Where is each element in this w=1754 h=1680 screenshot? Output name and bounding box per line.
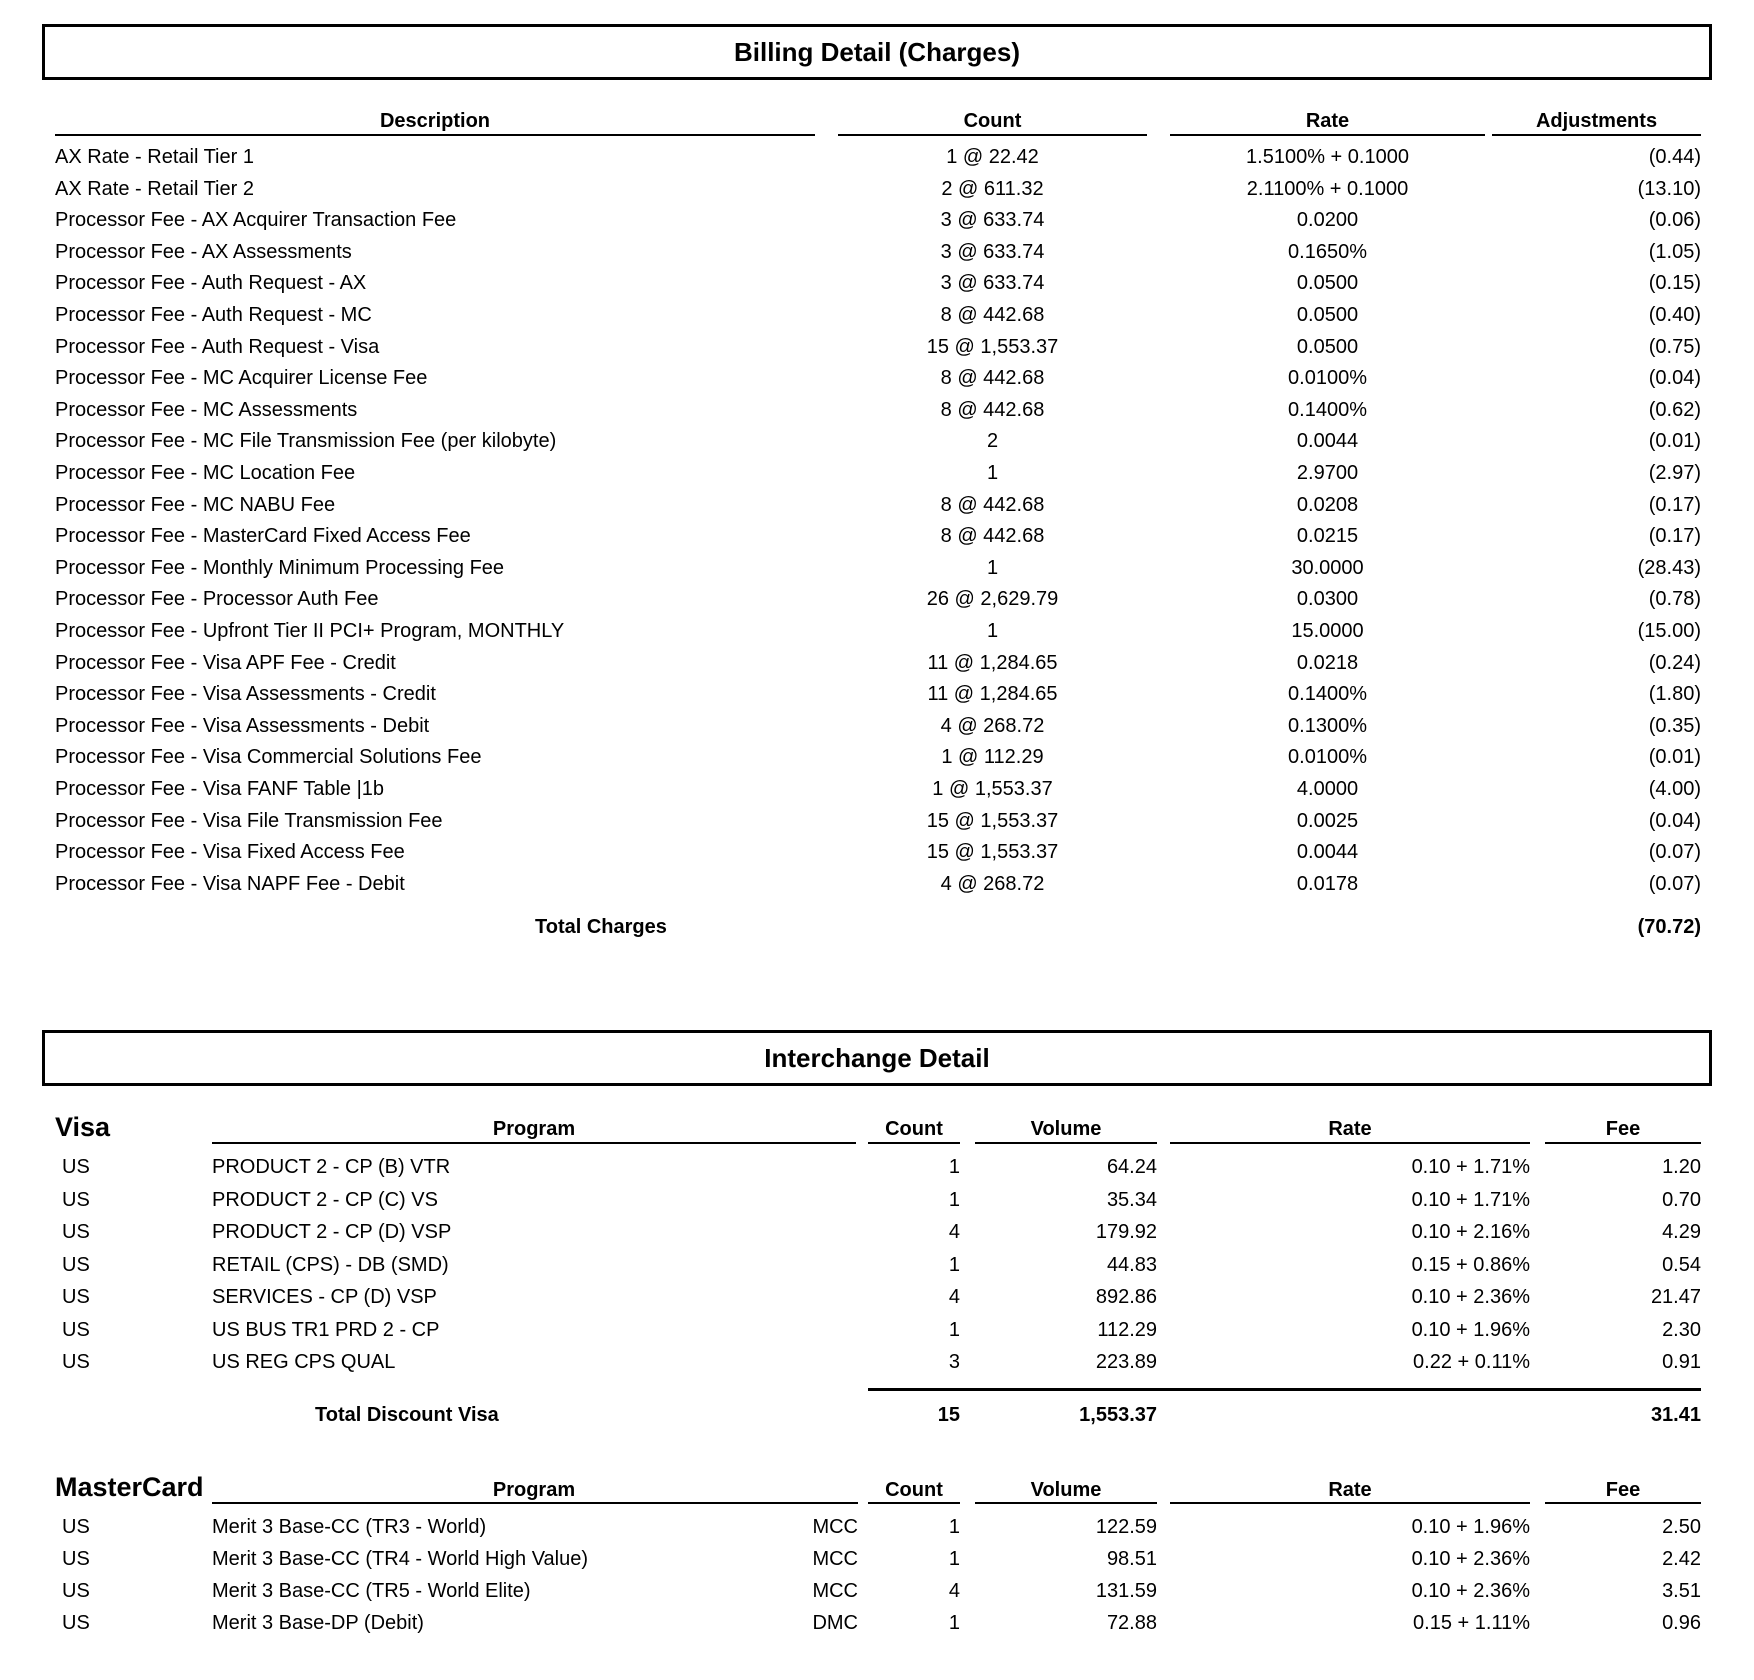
billing-charges-title: Billing Detail (Charges) (733, 37, 1021, 67)
billing-row-adjustments: (2.97) (1648, 462, 1701, 484)
visa-row-volume: 223.89 (1095, 1351, 1157, 1373)
interchange-title: Interchange Detail (764, 1043, 990, 1073)
billing-row-count: 8 @ 442.68 (940, 367, 1045, 390)
billing-row-count: 3 @ 633.74 (940, 209, 1045, 232)
mastercard-row-volume: 72.88 (1106, 1612, 1157, 1634)
visa-row-fee: 0.91 (1662, 1351, 1701, 1373)
mastercard-header-volume: Volume (1030, 1479, 1102, 1501)
billing-row (0, 554, 1754, 582)
mastercard-row-program: Merit 3 Base-DP (Debit) (212, 1612, 424, 1634)
visa-row-count: 3 (948, 1351, 960, 1373)
visa-row-count: 4 (948, 1286, 960, 1308)
column-header-adjustments: Adjustments (1535, 110, 1658, 132)
billing-row (0, 143, 1754, 171)
billing-row-description: Processor Fee - Processor Auth Fee (55, 588, 379, 611)
billing-row-rate: 0.0500 (1296, 272, 1359, 295)
mastercard-row-count: 1 (948, 1516, 960, 1538)
billing-row-description: Processor Fee - Monthly Minimum Processing Fee (55, 556, 505, 579)
visa-row-volume: 892.86 (1095, 1286, 1157, 1308)
billing-row (0, 206, 1754, 234)
visa-header-program: Program (492, 1118, 576, 1140)
billing-row-rate: 0.0100% (1288, 367, 1367, 390)
billing-row (0, 396, 1754, 424)
billing-row-adjustments: (0.40) (1648, 304, 1701, 326)
billing-row-count: 15 @ 1,553.37 (926, 841, 1059, 864)
mastercard-row-rate: 0.10 + 2.36% (1411, 1548, 1530, 1570)
mastercard-row-country: US (62, 1580, 90, 1602)
billing-row-rate: 2.9700 (1296, 462, 1359, 484)
visa-count-rule (868, 1142, 960, 1144)
billing-row-count: 1 @ 22.42 (946, 146, 1039, 168)
billing-row (0, 459, 1754, 487)
visa-row-program: PRODUCT 2 - CP (C) VS (212, 1188, 438, 1211)
visa-header-fee: Fee (1605, 1118, 1641, 1140)
visa-row-fee: 1.20 (1662, 1156, 1701, 1178)
mastercard-row (0, 1609, 1754, 1637)
mastercard-row-fee: 2.50 (1662, 1516, 1701, 1538)
billing-row-count: 15 @ 1,553.37 (926, 809, 1059, 832)
billing-row-adjustments: (28.43) (1637, 556, 1701, 579)
billing-row-rate: 0.0300 (1296, 588, 1359, 611)
visa-header-count: Count (885, 1118, 943, 1140)
mastercard-row-count: 4 (948, 1580, 960, 1602)
mastercard-row-program: Merit 3 Base-CC (TR3 - World) (212, 1516, 487, 1538)
billing-row-description: AX Rate - Retail Tier 1 (55, 146, 254, 168)
mastercard-row-country: US (62, 1516, 90, 1538)
visa-row-count: 1 (948, 1188, 960, 1211)
visa-total-count: 15 (937, 1404, 960, 1426)
billing-row-rate: 0.1300% (1288, 714, 1367, 737)
column-header-rate: Rate (1305, 110, 1350, 132)
billing-row-rate: 0.0025 (1296, 809, 1359, 832)
visa-row-program: PRODUCT 2 - CP (B) VTR (212, 1156, 451, 1178)
mastercard-program-rule (212, 1502, 858, 1504)
interchange-header-box (42, 1030, 1712, 1086)
visa-row (0, 1186, 1754, 1214)
mastercard-row (0, 1545, 1754, 1573)
mastercard-row-rate: 0.10 + 2.36% (1411, 1580, 1530, 1602)
billing-row-count: 1 (986, 462, 999, 484)
billing-charges-header-box (42, 24, 1712, 80)
billing-row (0, 680, 1754, 708)
billing-row-description: AX Rate - Retail Tier 2 (55, 177, 254, 200)
billing-row-description: Processor Fee - Visa Fixed Access Fee (55, 841, 405, 864)
mastercard-row-fee: 0.96 (1662, 1612, 1701, 1634)
visa-row-volume: 35.34 (1106, 1188, 1157, 1211)
mastercard-row-code: MCC (812, 1580, 858, 1602)
mastercard-row-code: MCC (812, 1548, 858, 1570)
visa-row-country: US (62, 1318, 90, 1341)
billing-row-rate: 0.1400% (1288, 398, 1367, 421)
billing-row-adjustments: (0.75) (1648, 335, 1701, 358)
billing-row-rate: 0.0200 (1296, 209, 1359, 232)
mastercard-row-volume: 122.59 (1095, 1516, 1157, 1538)
billing-row-adjustments: (4.00) (1648, 778, 1701, 800)
billing-row-count: 1 (986, 556, 999, 579)
mastercard-rate-rule (1170, 1502, 1530, 1504)
visa-total-volume: 1,553.37 (1079, 1404, 1157, 1426)
billing-row (0, 743, 1754, 771)
billing-row-count: 1 @ 112.29 (941, 746, 1044, 769)
visa-row (0, 1348, 1754, 1376)
visa-row-count: 4 (948, 1221, 960, 1243)
mastercard-header-rate: Rate (1328, 1479, 1372, 1501)
billing-row-count: 8 @ 442.68 (940, 398, 1045, 421)
mastercard-row-program: Merit 3 Base-CC (TR5 - World Elite) (212, 1580, 531, 1602)
billing-row-adjustments: (0.62) (1648, 398, 1701, 421)
billing-row (0, 522, 1754, 550)
visa-row-fee: 0.70 (1662, 1188, 1701, 1211)
mastercard-row-volume: 98.51 (1106, 1548, 1157, 1570)
column-header-description: Description (379, 110, 491, 132)
count-column-rule (838, 134, 1147, 136)
visa-row-rate: 0.15 + 0.86% (1411, 1253, 1530, 1276)
billing-row-rate: 0.0044 (1296, 430, 1359, 453)
billing-row-rate: 0.0218 (1296, 651, 1359, 674)
billing-row-description: Processor Fee - Visa Commercial Solutions Fee (55, 746, 482, 769)
visa-row (0, 1251, 1754, 1279)
billing-row (0, 807, 1754, 835)
mastercard-row-rate: 0.15 + 1.11% (1413, 1612, 1530, 1634)
billing-row-description: Processor Fee - MC Assessments (55, 398, 358, 421)
billing-row-rate: 0.0500 (1296, 335, 1359, 358)
visa-row (0, 1316, 1754, 1344)
total-charges-amount: (70.72) (1637, 916, 1701, 938)
visa-row-fee: 2.30 (1662, 1318, 1701, 1341)
billing-row-adjustments: (0.35) (1648, 714, 1701, 737)
billing-row-description: Processor Fee - Auth Request - MC (55, 304, 372, 326)
billing-row (0, 269, 1754, 297)
mastercard-row-rate: 0.10 + 1.96% (1411, 1516, 1530, 1538)
mastercard-column-header-row (0, 1477, 1754, 1503)
billing-row-adjustments: (0.01) (1648, 746, 1701, 769)
billing-row-adjustments: (0.01) (1648, 430, 1701, 453)
billing-row-count: 1 @ 1,553.37 (932, 778, 1053, 800)
billing-row-description: Processor Fee - Upfront Tier II PCI+ Program, MONTHLY (55, 620, 565, 642)
total-charges-label: Total Charges (535, 916, 667, 938)
billing-row (0, 617, 1754, 645)
visa-row-program: SERVICES - CP (D) VSP (212, 1286, 437, 1308)
visa-row-rate: 0.10 + 1.71% (1411, 1188, 1530, 1211)
mastercard-section-label: MasterCard (55, 1472, 204, 1502)
billing-row (0, 712, 1754, 740)
billing-row (0, 585, 1754, 613)
billing-row-count: 8 @ 442.68 (940, 493, 1045, 516)
visa-row-rate: 0.10 + 2.16% (1411, 1221, 1530, 1243)
visa-fee-rule (1545, 1142, 1701, 1144)
visa-row-rate: 0.10 + 1.71% (1411, 1156, 1530, 1178)
visa-row-volume: 64.24 (1106, 1156, 1157, 1178)
visa-row-fee: 0.54 (1662, 1253, 1701, 1276)
billing-row-adjustments: (0.04) (1648, 809, 1701, 832)
mastercard-header-count: Count (885, 1479, 943, 1501)
billing-row-adjustments: (0.04) (1648, 367, 1701, 390)
billing-total-row (0, 913, 1754, 941)
column-header-count: Count (963, 110, 1022, 132)
mastercard-row-fee: 3.51 (1662, 1580, 1701, 1602)
billing-row-count: 11 @ 1,284.65 (927, 683, 1058, 706)
billing-row-rate: 0.0215 (1296, 525, 1359, 548)
billing-row-rate: 0.0100% (1288, 746, 1367, 769)
rate-column-rule (1170, 134, 1485, 136)
billing-row-description: Processor Fee - AX Assessments (55, 240, 352, 263)
billing-row-adjustments: (0.07) (1648, 872, 1701, 895)
billing-row-rate: 1.5100% + 0.1000 (1246, 146, 1409, 168)
billing-row-count: 8 @ 442.68 (940, 525, 1045, 548)
billing-row-count: 4 @ 268.72 (940, 714, 1045, 737)
billing-row-rate: 0.1650% (1288, 240, 1367, 263)
visa-row-country: US (62, 1351, 90, 1373)
billing-row (0, 364, 1754, 392)
billing-row (0, 427, 1754, 455)
billing-row-adjustments: (0.07) (1648, 841, 1701, 864)
visa-row (0, 1283, 1754, 1311)
billing-row-rate: 15.0000 (1291, 620, 1364, 642)
billing-row-adjustments: (13.10) (1637, 177, 1701, 200)
visa-row-country: US (62, 1156, 90, 1178)
mastercard-row (0, 1577, 1754, 1605)
visa-header-volume: Volume (1030, 1118, 1102, 1140)
visa-section-label: Visa (55, 1112, 111, 1142)
visa-row-count: 1 (948, 1156, 960, 1178)
visa-total-fee: 31.41 (1650, 1404, 1701, 1426)
billing-column-header-row (0, 108, 1754, 134)
visa-total-rule (868, 1388, 1701, 1391)
mastercard-header-fee: Fee (1605, 1479, 1641, 1501)
mastercard-row-count: 1 (948, 1548, 960, 1570)
visa-row-program: US BUS TR1 PRD 2 - CP (212, 1318, 440, 1341)
billing-row-adjustments: (15.00) (1637, 620, 1701, 642)
visa-row-program: RETAIL (CPS) - DB (SMD) (212, 1253, 449, 1276)
billing-row-rate: 0.0500 (1296, 304, 1359, 326)
visa-row-rate: 0.10 + 1.96% (1411, 1318, 1530, 1341)
billing-row-description: Processor Fee - MasterCard Fixed Access Fee (55, 525, 471, 548)
billing-row-adjustments: (0.15) (1648, 272, 1701, 295)
billing-row-description: Processor Fee - MC File Transmission Fee (per kilobyte) (55, 430, 557, 453)
visa-row-fee: 4.29 (1662, 1221, 1701, 1243)
billing-row-description: Processor Fee - Visa NAPF Fee - Debit (55, 872, 405, 895)
billing-row-adjustments: (0.24) (1648, 651, 1701, 674)
mastercard-row-country: US (62, 1612, 90, 1634)
mastercard-row-volume: 131.59 (1095, 1580, 1157, 1602)
billing-row-description: Processor Fee - Visa FANF Table |1b (55, 778, 385, 800)
billing-row-count: 4 @ 268.72 (940, 872, 1045, 895)
billing-row-description: Processor Fee - MC Acquirer License Fee (55, 367, 428, 390)
billing-row-count: 2 @ 611.32 (941, 177, 1044, 200)
visa-row-fee: 21.47 (1650, 1286, 1701, 1308)
adjustments-column-rule (1492, 134, 1701, 136)
billing-row-count: 8 @ 442.68 (940, 304, 1045, 326)
visa-column-header-row (0, 1116, 1754, 1142)
billing-row-count: 3 @ 633.74 (940, 272, 1045, 295)
billing-row (0, 838, 1754, 866)
description-column-rule (55, 134, 815, 136)
mastercard-count-rule (868, 1502, 960, 1504)
billing-row-adjustments: (0.44) (1648, 146, 1701, 168)
billing-row-count: 11 @ 1,284.65 (927, 651, 1058, 674)
billing-row (0, 870, 1754, 898)
visa-row-volume: 112.29 (1097, 1318, 1157, 1341)
visa-row-program: PRODUCT 2 - CP (D) VSP (212, 1221, 452, 1243)
visa-row-rate: 0.22 + 0.11% (1413, 1351, 1530, 1373)
billing-row (0, 491, 1754, 519)
billing-row-rate: 2.1100% + 0.1000 (1246, 177, 1409, 200)
billing-row-description: Processor Fee - Visa APF Fee - Credit (55, 651, 396, 674)
mastercard-row-count: 1 (948, 1612, 960, 1634)
billing-row (0, 238, 1754, 266)
mastercard-row-program: Merit 3 Base-CC (TR4 - World High Value) (212, 1548, 589, 1570)
billing-row-count: 26 @ 2,629.79 (926, 588, 1059, 611)
visa-row-program: US REG CPS QUAL (212, 1351, 396, 1373)
mastercard-fee-rule (1545, 1502, 1701, 1504)
visa-program-rule (212, 1142, 856, 1144)
visa-volume-rule (975, 1142, 1157, 1144)
billing-row-rate: 30.0000 (1291, 556, 1364, 579)
billing-row-count: 1 (986, 620, 999, 642)
billing-row (0, 333, 1754, 361)
billing-row-adjustments: (0.06) (1648, 209, 1701, 232)
billing-row-description: Processor Fee - AX Acquirer Transaction Fee (55, 209, 457, 232)
mastercard-row (0, 1513, 1754, 1541)
billing-row-count: 2 (986, 430, 999, 453)
billing-row-rate: 0.1400% (1288, 683, 1367, 706)
visa-row-country: US (62, 1253, 90, 1276)
visa-total-row (0, 1401, 1754, 1429)
billing-row-description: Processor Fee - Visa Assessments - Credit (55, 683, 436, 706)
visa-row (0, 1218, 1754, 1246)
billing-row-description: Processor Fee - Auth Request - Visa (55, 335, 380, 358)
visa-row-country: US (62, 1188, 90, 1211)
billing-row (0, 775, 1754, 803)
billing-row-count: 15 @ 1,553.37 (926, 335, 1059, 358)
visa-row-volume: 179.92 (1095, 1221, 1157, 1243)
billing-row-rate: 0.0044 (1296, 841, 1359, 864)
mastercard-row-code: DMC (812, 1612, 858, 1634)
visa-row-country: US (62, 1221, 90, 1243)
billing-row-adjustments: (1.05) (1648, 240, 1701, 263)
billing-row-description: Processor Fee - Auth Request - AX (55, 272, 367, 295)
billing-row-adjustments: (0.17) (1648, 493, 1701, 516)
billing-row-adjustments: (1.80) (1648, 683, 1701, 706)
visa-row-volume: 44.83 (1106, 1253, 1157, 1276)
visa-header-rate: Rate (1328, 1118, 1372, 1140)
mastercard-header-program: Program (492, 1479, 576, 1501)
billing-row (0, 649, 1754, 677)
billing-row-adjustments: (0.17) (1648, 525, 1701, 548)
mastercard-row-fee: 2.42 (1662, 1548, 1701, 1570)
billing-row-rate: 4.0000 (1296, 778, 1359, 800)
billing-row-description: Processor Fee - MC Location Fee (55, 462, 356, 484)
visa-row-count: 1 (948, 1253, 960, 1276)
billing-row (0, 175, 1754, 203)
billing-row-count: 3 @ 633.74 (940, 240, 1045, 263)
mastercard-row-country: US (62, 1548, 90, 1570)
billing-row-adjustments: (0.78) (1648, 588, 1701, 611)
mastercard-volume-rule (975, 1502, 1157, 1504)
billing-row-description: Processor Fee - Visa File Transmission Fee (55, 809, 443, 832)
billing-row-rate: 0.0178 (1296, 872, 1359, 895)
visa-row (0, 1153, 1754, 1181)
billing-row-rate: 0.0208 (1296, 493, 1359, 516)
visa-row-country: US (62, 1286, 90, 1308)
mastercard-row-code: MCC (812, 1516, 858, 1538)
visa-row-count: 1 (948, 1318, 960, 1341)
total-discount-visa-label: Total Discount Visa (315, 1404, 499, 1426)
visa-row-rate: 0.10 + 2.36% (1411, 1286, 1530, 1308)
billing-row (0, 301, 1754, 329)
visa-rate-rule (1170, 1142, 1530, 1144)
billing-row-description: Processor Fee - MC NABU Fee (55, 493, 336, 516)
billing-row-description: Processor Fee - Visa Assessments - Debit (55, 714, 430, 737)
